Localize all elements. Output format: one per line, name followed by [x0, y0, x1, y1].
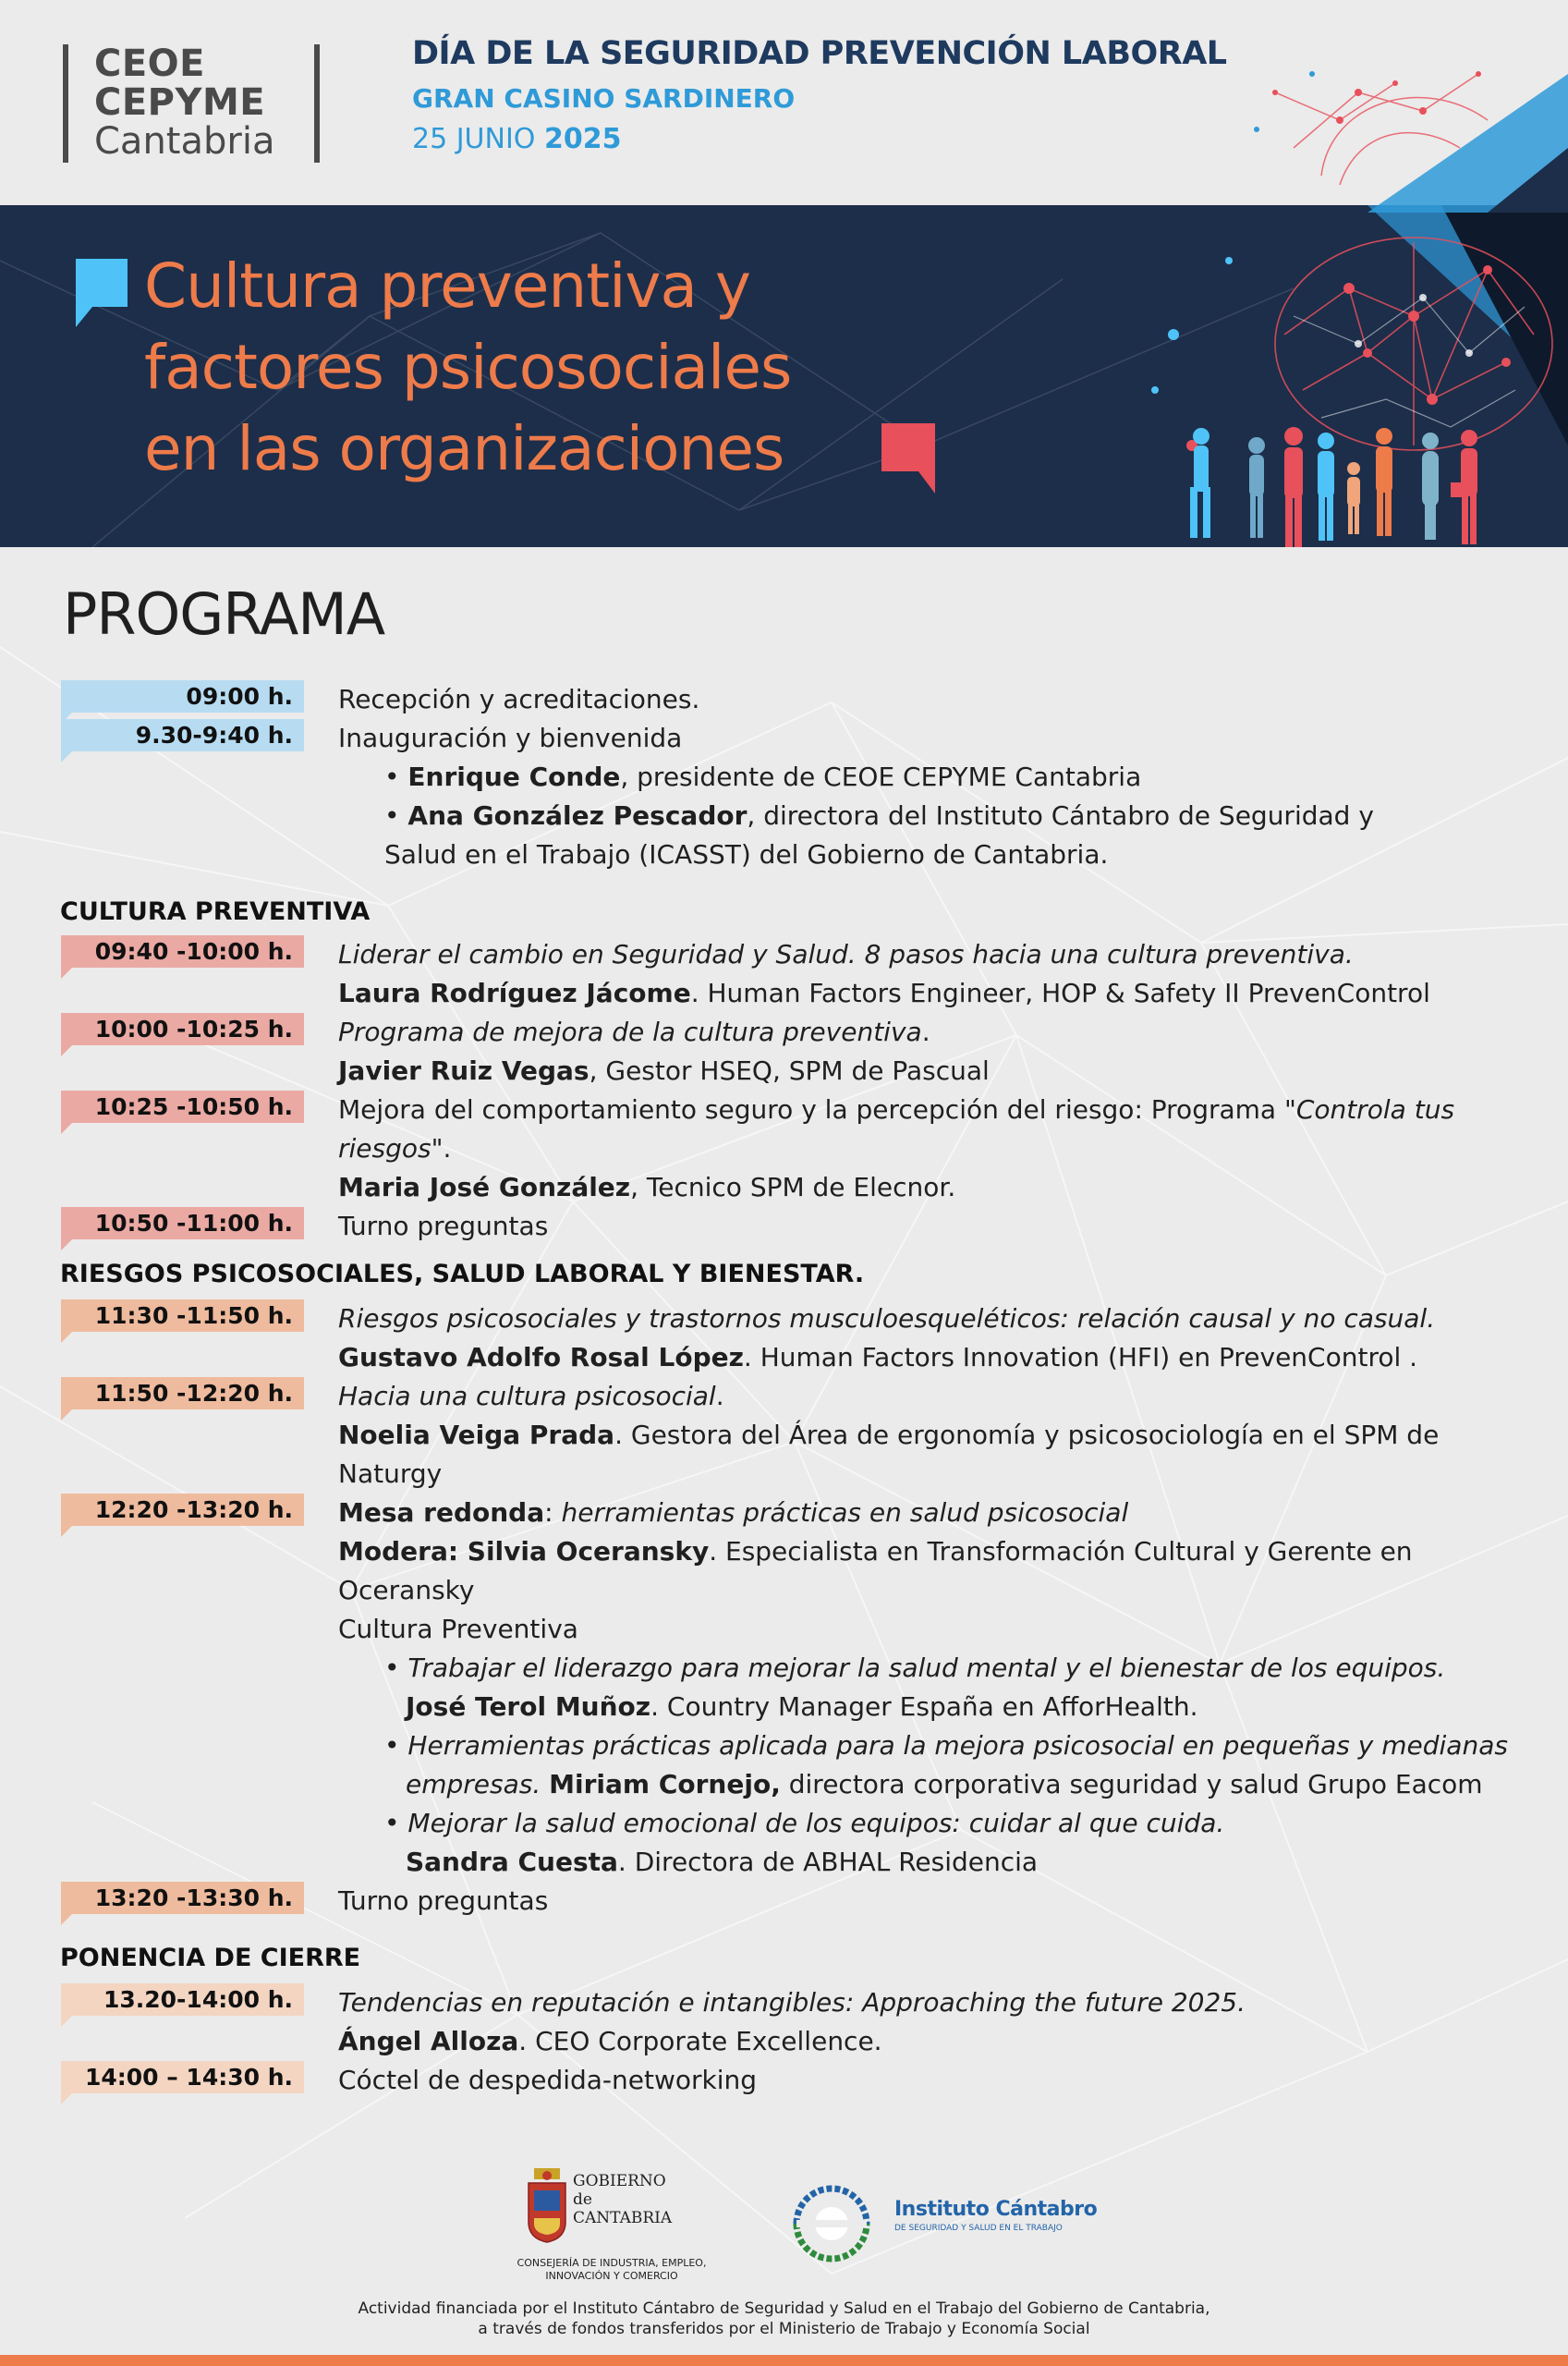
row-description [338, 1299, 1568, 1377]
talk-title-part-c: riesgos" [338, 1133, 444, 1164]
event-info [412, 35, 1227, 155]
bullet [384, 1730, 407, 1761]
panel-item-title: Herramientas prácticas aplicada para la mejora psicosocial en pequeñas y medianas [407, 1730, 1508, 1761]
speaker-name: Laura Rodríguez Jácome [338, 978, 691, 1008]
panel-speaker-name: Sandra Cuesta [406, 1847, 618, 1877]
schedule-row [0, 680, 1568, 719]
moderator-role: . Especialista en Transformación Cultural y Gerente en Oceransky [338, 1536, 1413, 1605]
schedule-row [0, 719, 1568, 874]
time-tag: 09:40 -10:00 h. [61, 935, 304, 968]
talk-title: Tendencias en reputación e intangibles: Approaching the future 2025. [338, 1987, 1246, 2018]
moderator-name: Modera: Silvia Oceransky [338, 1536, 710, 1567]
panel-item [384, 1804, 1522, 1843]
talk-title-line [338, 1377, 1522, 1416]
section-heading: CULTURA PREVENTIVA [60, 897, 371, 926]
speaker-role: , presidente de CEOE CEPYME Cantabria [620, 762, 1142, 792]
panel-item [384, 1726, 1522, 1765]
program-schedule [0, 675, 1568, 2100]
bullet [384, 1653, 407, 1683]
row-description [338, 1377, 1568, 1494]
gob-line-2: de [573, 2190, 592, 2209]
round-table-label: Mesa redonda [338, 1497, 545, 1528]
schedule-row [0, 935, 1568, 1013]
panel-speaker-role: . Country Manager España en AfforHealth. [650, 1691, 1198, 1722]
panel-speaker-role: directora corporativa seguridad y salud Grupo Eacom [780, 1769, 1483, 1799]
panel-speaker-name: Miriam Cornejo, [549, 1769, 781, 1799]
speaker-role: , Gestor HSEQ, SPM de Pascual [589, 1055, 990, 1086]
panel-item-title: Mejorar la salud emocional de los equipos: cuidar al que cuida. [407, 1808, 1225, 1838]
row-description [338, 680, 1568, 719]
speaker-line [338, 1416, 1522, 1455]
talk-title-line [338, 1013, 1522, 1052]
event-venue-bold: SARDINERO [624, 83, 796, 114]
speaker-line [338, 1338, 1522, 1377]
event-title: DÍA DE LA SEGURIDAD PREVENCIÓN LABORAL [412, 35, 1227, 72]
quote-mark-red-icon [881, 423, 935, 494]
bottom-accent-bar [0, 2355, 1568, 2366]
bullet [384, 800, 407, 831]
speaker-name: Maria José González [338, 1172, 631, 1202]
speaker-name: Noelia Veiga Prada [338, 1420, 615, 1450]
speaker-role-continued: Salud en el Trabajo (ICASST) del Gobierno de Cantabria. [384, 839, 1109, 870]
row-description [338, 719, 1568, 874]
section-heading: PONENCIA DE CIERRE [60, 1944, 361, 1972]
event-date-prefix: 25 JUNIO [412, 123, 544, 155]
panel-speaker-name: José Terol Muñoz [406, 1691, 651, 1722]
row-description [338, 1207, 1568, 1246]
gobierno-text [573, 2172, 672, 2227]
time-tag: 10:00 -10:25 h. [61, 1013, 304, 1045]
row-description [338, 2061, 1568, 2100]
speaker-name: Ana González Pescador [407, 800, 748, 831]
section-heading: RIESGOS PSICOSOCIALES, SALUD LABORAL Y BIENESTAR. [60, 1260, 865, 1288]
time-tag: 10:25 -10:50 h. [61, 1091, 304, 1123]
row-description [338, 1494, 1568, 1882]
panel-speaker-line [384, 1843, 1522, 1882]
speaker-role: , directora del Instituto Cántabro de Seguridad y [747, 800, 1374, 831]
schedule-row [0, 1494, 1568, 1882]
title-banner [0, 205, 1568, 547]
talk-title: Liderar el cambio en Seguridad y Salud. 8 pasos hacia una cultura preventiva. [338, 939, 1354, 970]
icasst-logo [787, 2179, 1098, 2272]
event-venue-prefix: GRAN CASINO [412, 83, 625, 114]
brain-network-illustration-top [1183, 37, 1568, 213]
event-date-year: 2025 [543, 123, 622, 155]
icasst-subtitle: DE SEGURIDAD Y SALUD EN EL TRABAJO [894, 2224, 1063, 2233]
time-tag: 11:50 -12:20 h. [61, 1377, 304, 1409]
row-description [338, 1882, 1568, 1921]
logo-line-1: CEOE [94, 43, 206, 85]
speaker-name: Javier Ruiz Vegas [338, 1055, 590, 1086]
schedule-row [0, 1983, 1568, 2061]
time-tag: 14:00 – 14:30 h. [61, 2061, 304, 2093]
moderator-line [338, 1532, 1522, 1610]
gob-line-3: CANTABRIA [573, 2209, 673, 2227]
row-text: Turno preguntas [338, 1211, 549, 1241]
row-description [338, 1013, 1568, 1091]
panel-item [384, 1649, 1522, 1688]
schedule-row [0, 1299, 1568, 1377]
schedule-row [0, 2061, 1568, 2100]
panel-item-title: Trabajar el liderazgo para mejorar la salud mental y el bienestar de los equipos. [407, 1653, 1446, 1683]
logo-line-3: Cantabria [94, 120, 275, 163]
gob-line-1: GOBIERNO [573, 2172, 666, 2190]
speaker-line [338, 1052, 1522, 1091]
time-tag: 9.30-9:40 h. [61, 719, 304, 751]
bullet [384, 762, 407, 792]
schedule-row [0, 1377, 1568, 1494]
round-table-separator: : [544, 1497, 562, 1528]
talk-title-line [338, 1091, 1522, 1129]
row-text: Recepción y acreditaciones. [338, 684, 700, 714]
brain-and-people-illustration [1136, 205, 1568, 547]
icasst-emblem-icon [787, 2179, 876, 2268]
gob-dept-line-2: INNOVACIÓN Y COMERCIO [545, 2270, 678, 2282]
gob-dept-line-1: CONSEJERÍA DE INDUSTRIA, EMPLEO, [517, 2257, 707, 2269]
row-description [338, 1983, 1568, 2061]
bullet [384, 1808, 407, 1838]
talk-title-line [338, 1129, 1522, 1168]
talk-title: Riesgos psicosociales y trastornos musculoesqueléticos: relación causal y no casual. [338, 1303, 1436, 1334]
gobierno-department [492, 2257, 732, 2283]
talk-title-end: . [921, 1017, 930, 1047]
funding-note-line-1: Actividad financiada por el Instituto Cántabro de Seguridad y Salud en el Trabajo del Gobierno de Cantabria, [358, 2299, 1210, 2318]
logo-line-2: CEPYME [94, 81, 266, 124]
round-table-line [338, 1494, 1522, 1532]
speaker-name: Gustavo Adolfo Rosal López [338, 1342, 744, 1372]
speaker-name: Ángel Alloza [338, 2026, 519, 2056]
funding-note-line-2: a través de fondos transferidos por el Ministerio de Trabajo y Economía Social [478, 2320, 1090, 2338]
row-text: Cóctel de despedida-networking [338, 2065, 758, 2095]
speaker-line [338, 2022, 1522, 2061]
icasst-name: Instituto Cántabro [894, 2198, 1098, 2221]
row-text: Inauguración y bienvenida [338, 723, 683, 753]
ceoe-cepyme-logo [63, 44, 320, 163]
panel-speaker-line [384, 1688, 1522, 1726]
speaker-role: . Gestora del Área de ergonomía y psicosociología en el SPM de [614, 1420, 1440, 1450]
row-description [338, 1091, 1568, 1207]
row-description [338, 935, 1568, 1013]
speaker-role: . CEO Corporate Excellence. [518, 2026, 882, 2056]
time-tag: 12:20 -13:20 h. [61, 1494, 304, 1526]
row-text: Turno preguntas [338, 1885, 549, 1916]
speaker-line [384, 758, 1522, 797]
funding-note [0, 2299, 1568, 2339]
time-tag: 13.20-14:00 h. [61, 1983, 304, 2016]
banner-title [144, 246, 976, 490]
schedule-row [0, 1207, 1568, 1246]
panel-speaker-role: . Directora de ABHAL Residencia [617, 1847, 1039, 1877]
schedule-row [0, 1013, 1568, 1091]
time-tag: 11:30 -11:50 h. [61, 1299, 304, 1332]
speaker-name: Enrique Conde [407, 762, 621, 792]
event-date [412, 123, 1227, 155]
panel-item-title-continued: empresas. [406, 1769, 541, 1799]
time-tag: 10:50 -11:00 h. [61, 1207, 304, 1239]
banner-title-line-2: factores psicosociales [144, 332, 792, 403]
speaker-role-continued: Naturgy [338, 1458, 443, 1489]
panel-speaker-line [384, 1765, 1522, 1804]
round-table-topic: herramientas prácticas en salud psicosocial [561, 1497, 1129, 1528]
event-venue [412, 83, 1227, 114]
quote-mark-blue-icon [76, 259, 128, 327]
time-tag: 13:20 -13:30 h. [61, 1882, 304, 1914]
moderator-role-continued: Cultura Preventiva [338, 1614, 578, 1644]
schedule-row [0, 1091, 1568, 1207]
speaker-line [338, 1168, 1522, 1207]
footer-logos [0, 2159, 1568, 2282]
talk-title: Programa de mejora de la cultura preventiva [338, 1017, 922, 1047]
banner-title-line-3: en las organizaciones [144, 413, 784, 484]
speaker-line [384, 797, 1522, 835]
time-tag: 09:00 h. [61, 680, 304, 713]
speaker-role: , Tecnico SPM de Elecnor. [630, 1172, 956, 1202]
schedule-row [0, 1882, 1568, 1921]
speaker-role: . Human Factors Innovation (HFI) en PrevenControl . [743, 1342, 1418, 1372]
cantabria-crest-icon [525, 2168, 569, 2244]
speaker-role: . Human Factors Engineer, HOP & Safety II PrevenControl [690, 978, 1430, 1008]
banner-title-line-1: Cultura preventiva y [144, 250, 750, 322]
talk-title-end: . [715, 1381, 724, 1411]
talk-title-end: . [443, 1133, 452, 1164]
program-title: PROGRAMA [63, 580, 385, 648]
talk-title: Hacia una cultura psicosocial [338, 1381, 716, 1411]
speaker-line [338, 974, 1522, 1013]
talk-title-part-a: Mejora del comportamiento seguro y la percepción del riesgo: Programa [338, 1094, 1284, 1125]
talk-title-part-b: "Controla tus [1283, 1094, 1455, 1125]
